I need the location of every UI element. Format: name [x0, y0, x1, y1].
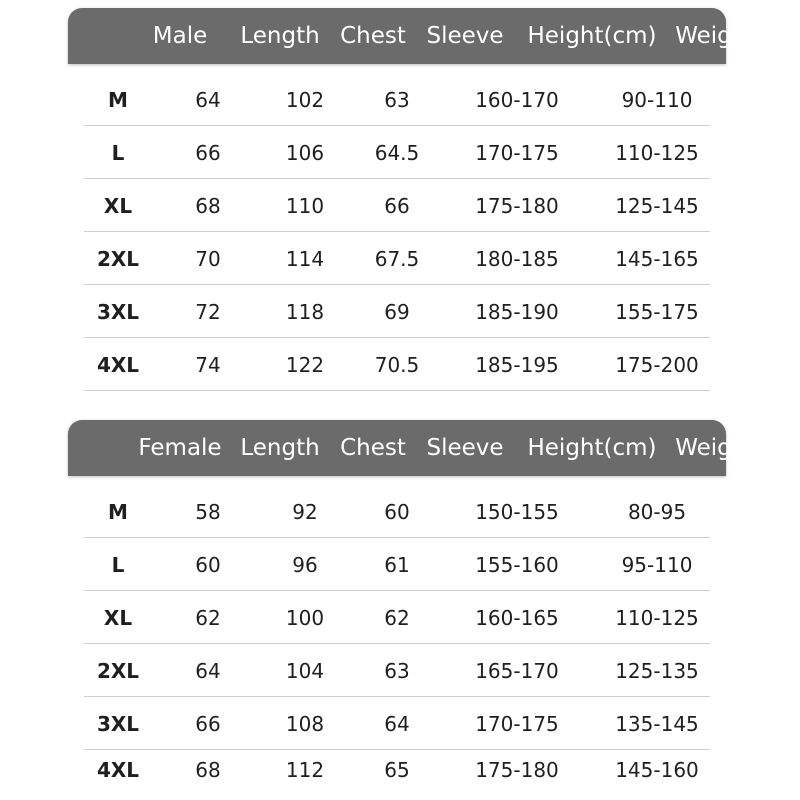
- size-cell: 2XL: [96, 659, 140, 683]
- length-cell: 64: [195, 88, 221, 112]
- length-cell: 58: [195, 500, 221, 524]
- header-height: Height(cm): [527, 23, 657, 49]
- height-cell: 165-170: [475, 659, 559, 683]
- length-cell: 66: [195, 141, 221, 165]
- size-cell: XL: [103, 606, 133, 630]
- header-weight: Weight/Kg: [675, 435, 793, 461]
- table-row: [0, 486, 800, 538]
- table-row: [0, 339, 800, 391]
- height-cell: 175-180: [475, 758, 559, 782]
- row-divider: [84, 337, 710, 338]
- weight-cell: 175-200: [615, 353, 699, 377]
- header-length: Length: [240, 435, 320, 461]
- row-divider: [84, 125, 710, 126]
- size-cell: 3XL: [96, 712, 140, 736]
- header-chest: Chest: [340, 435, 406, 461]
- length-cell: 74: [195, 353, 221, 377]
- table-row: [0, 539, 800, 591]
- length-cell: 72: [195, 300, 221, 324]
- chest-cell: 114: [285, 247, 325, 271]
- header-length: Length: [240, 23, 320, 49]
- length-cell: 68: [195, 194, 221, 218]
- chest-cell: 122: [285, 353, 325, 377]
- chest-cell: 92: [292, 500, 318, 524]
- header-weight: Weight/Kg: [675, 23, 793, 49]
- length-cell: 60: [195, 553, 221, 577]
- length-cell: 70: [195, 247, 221, 271]
- height-cell: 150-155: [475, 500, 559, 524]
- row-divider: [84, 590, 710, 591]
- chest-cell: 104: [285, 659, 325, 683]
- table-row: [0, 592, 800, 644]
- height-cell: 175-180: [475, 194, 559, 218]
- length-cell: 66: [195, 712, 221, 736]
- header-sleeve: Sleeve: [426, 23, 504, 49]
- row-divider: [84, 696, 710, 697]
- table-row: [0, 127, 800, 179]
- size-cell: 4XL: [96, 758, 140, 782]
- weight-cell: 80-95: [627, 500, 687, 524]
- height-cell: 170-175: [475, 712, 559, 736]
- table-row: [0, 286, 800, 338]
- chest-cell: 102: [285, 88, 325, 112]
- height-cell: 160-170: [475, 88, 559, 112]
- sleeve-cell: 70.5: [374, 353, 420, 377]
- size-cell: 2XL: [96, 247, 140, 271]
- chest-cell: 106: [285, 141, 325, 165]
- table-row: [0, 74, 800, 126]
- weight-cell: 125-135: [615, 659, 699, 683]
- female-table-header: [68, 420, 793, 476]
- size-cell: M: [108, 500, 128, 524]
- weight-cell: 145-160: [615, 758, 699, 782]
- header-height: Height(cm): [527, 435, 657, 461]
- height-cell: 180-185: [475, 247, 559, 271]
- weight-cell: 110-125: [615, 141, 699, 165]
- sleeve-cell: 64.5: [374, 141, 420, 165]
- weight-cell: 110-125: [615, 606, 699, 630]
- sleeve-cell: 65: [384, 758, 410, 782]
- chest-cell: 112: [285, 758, 325, 782]
- height-cell: 185-195: [475, 353, 559, 377]
- table-row: [0, 645, 800, 697]
- size-cell: M: [108, 88, 128, 112]
- size-cell: 4XL: [96, 353, 140, 377]
- row-divider: [84, 537, 710, 538]
- weight-cell: 90-110: [621, 88, 693, 112]
- size-cell: 3XL: [96, 300, 140, 324]
- sleeve-cell: 63: [384, 88, 410, 112]
- header-gender: Male: [152, 23, 208, 49]
- header-gender: Female: [138, 435, 222, 461]
- weight-cell: 155-175: [615, 300, 699, 324]
- row-divider: [84, 390, 710, 391]
- table-row: [0, 698, 800, 750]
- table-row: [0, 744, 800, 796]
- table-row: [0, 180, 800, 232]
- size-cell: L: [111, 141, 125, 165]
- length-cell: 68: [195, 758, 221, 782]
- length-cell: 62: [195, 606, 221, 630]
- size-cell: XL: [103, 194, 133, 218]
- chest-cell: 110: [285, 194, 325, 218]
- height-cell: 170-175: [475, 141, 559, 165]
- size-cell: L: [111, 553, 125, 577]
- sleeve-cell: 67.5: [374, 247, 420, 271]
- row-divider: [84, 178, 710, 179]
- chest-cell: 118: [285, 300, 325, 324]
- weight-cell: 135-145: [615, 712, 699, 736]
- weight-cell: 125-145: [615, 194, 699, 218]
- sleeve-cell: 66: [384, 194, 410, 218]
- height-cell: 160-165: [475, 606, 559, 630]
- height-cell: 185-190: [475, 300, 559, 324]
- length-cell: 64: [195, 659, 221, 683]
- weight-cell: 145-165: [615, 247, 699, 271]
- weight-cell: 95-110: [621, 553, 693, 577]
- chest-cell: 108: [285, 712, 325, 736]
- header-chest: Chest: [340, 23, 406, 49]
- sleeve-cell: 62: [384, 606, 410, 630]
- chest-cell: 96: [292, 553, 318, 577]
- table-row: [0, 233, 800, 285]
- row-divider: [84, 643, 710, 644]
- sleeve-cell: 61: [384, 553, 410, 577]
- row-divider: [84, 231, 710, 232]
- male-table-header: [68, 8, 793, 64]
- sleeve-cell: 69: [384, 300, 410, 324]
- height-cell: 155-160: [475, 553, 559, 577]
- header-sleeve: Sleeve: [426, 435, 504, 461]
- row-divider: [84, 284, 710, 285]
- chest-cell: 100: [285, 606, 325, 630]
- sleeve-cell: 64: [384, 712, 410, 736]
- sleeve-cell: 60: [384, 500, 410, 524]
- sleeve-cell: 63: [384, 659, 410, 683]
